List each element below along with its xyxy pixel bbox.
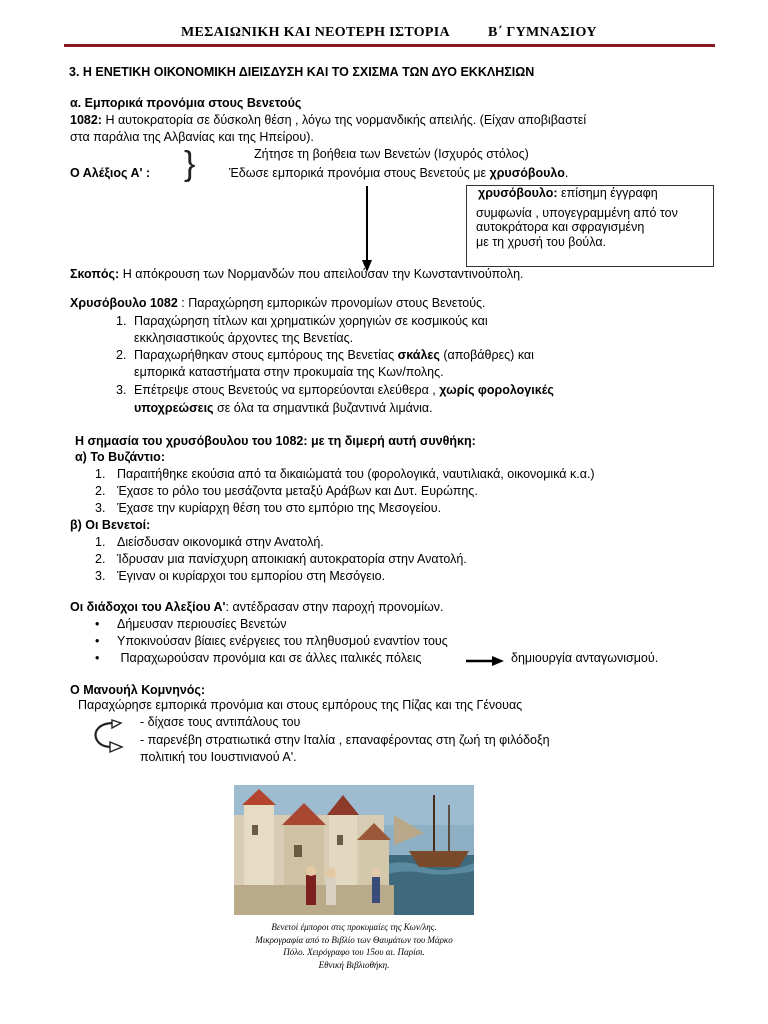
chrysobull-heading: Χρυσόβουλο 1082 : Παραχώρηση εμπορικών προνομίων στους Βενετούς. (70, 296, 486, 310)
header-subject: ΜΕΣΑΙΩΝΙΚΗ ΚΑΙ ΝΕΟΤΕΡΗ ΙΣΤΟΡΙΑ (181, 25, 450, 40)
successors-heading: Οι διάδοχοι του Αλεξίου Α': αντέδρασαν στην παροχή προνομίων. (70, 600, 444, 614)
chrysobull-item-1: 1. Παραχώρηση τίτλων και χρηματικών χορηγιών σε κοσμικούς και (116, 314, 488, 328)
right-arrow-icon (466, 654, 504, 668)
chrysobull-item-2-cont: εμπορικά καταστήματα στην προκυμαία της Κων/πολης. (134, 365, 444, 379)
chrysobull-item-1-cont: εκκλησιαστικούς άρχοντες της Βενετίας. (134, 331, 354, 345)
venetians-item-2: 2. Ίδρυσαν μια πανίσχυρη αποικιακή αυτοκρατορία στην Ανατολή. (95, 552, 467, 566)
curved-arrow-icon (90, 718, 126, 754)
header-grade: Β΄ ΓΥΜΝΑΣΙΟΥ (488, 25, 597, 40)
purpose-line: Σκοπός: Η απόκρουση των Νορμανδών που απειλούσαν την Κωνσταντινούπολη. (70, 267, 524, 281)
caption-line-1: Βενετοί έμποροι στις προκυμαίες της Κων/λης. (271, 922, 437, 932)
alexios-action-2: Έδωσε εμπορικά προνόμια στους Βενετούς με χρυσόβουλο. (229, 166, 569, 180)
caption-line-2: Μικρογραφία από το Βιβλίο των Θαυμάτων του Μάρκο (255, 934, 453, 945)
manuel-heading: Ο Μανουήλ Κομνηνός: (70, 683, 206, 697)
manuel-line3: - παρενέβη στρατιωτικά στην Ιταλία , επαναφέροντας στη ζωή τη φιλόδοξη (140, 733, 550, 747)
section-a-heading: α. Εμπορικά προνόμια στους Βενετούς (70, 96, 302, 110)
definition-line3: αυτοκράτορα και σφραγισμένη (476, 220, 645, 234)
alexios-action-1: Ζήτησε τη βοήθεια των Βενετών (Ισχυρός στόλος) (254, 147, 529, 161)
down-arrow-icon (359, 186, 375, 272)
definition-line2: συμφωνία , υπογεγραμμένη από τον (476, 206, 678, 220)
byzantium-heading: α) Το Βυζάντιο: (75, 450, 165, 464)
definition-line1: χρυσόβουλο: επίσημη έγγραφη (478, 186, 658, 200)
successors-item-3: • Παραχωρούσαν προνόμια και σε άλλες ιταλικές πόλεις (95, 651, 422, 665)
venetians-item-3: 3. Έγιναν οι κυρίαρχοι του εμπορίου στη Μεσόγειο. (95, 569, 386, 583)
figure-caption (234, 921, 474, 971)
byzantium-item-2: 2. Έχασε το ρόλο του μεσάζοντα μεταξύ Αράβων και Δυτ. Ευρώπης. (95, 484, 478, 498)
significance-heading: Η σημασία του χρυσόβουλου του 1082: με τη διμερή αυτή συνθήκη: (75, 434, 476, 448)
section-a-line2: στα παράλια της Αλβανίας και της Ηπείρου). (70, 130, 314, 144)
chrysobull-item-2: 2. Παραχωρήθηκαν στους εμπόρους της Βενετίας σκάλες (αποβάθρες) και (116, 348, 534, 362)
alexios-label: Ο Αλέξιος Α' : (70, 166, 151, 180)
section-a-line1: 1082: Η αυτοκρατορία σε δύσκολη θέση , λόγω της νορμανδικής απειλής. (Είχαν αποβιβαστεί (70, 113, 587, 127)
byzantium-item-1: 1. Παραιτήθηκε εκούσια από τα δικαιώματά του (φορολογικά, ναυτιλιακά, οικονομικά κ.α.) (95, 467, 595, 481)
manuel-line1: Παραχώρησε εμπορικά προνόμια και στους εμπόρους της Πίζας και της Γένουας (78, 698, 523, 712)
venetian-merchants-miniature (234, 785, 474, 915)
successors-item-1: • Δήμευσαν περιουσίες Βενετών (95, 617, 287, 631)
manuel-line2: - δίχασε τους αντιπάλους του (140, 715, 301, 729)
successors-result: δημιουργία ανταγωνισμού. (511, 651, 659, 665)
definition-line4: με τη χρυσή του βούλα. (476, 235, 607, 249)
caption-line-4: Εθνική Βιβλιοθήκη. (318, 959, 390, 970)
brace: } (184, 145, 196, 183)
successors-item-2: • Υποκινούσαν βίαιες ενέργειες του πληθυσμού εναντίον τους (95, 634, 448, 648)
manuel-line4: πολιτική του Ιουστινιανού Α'. (140, 750, 297, 764)
page-title: 3. Η ΕΝΕΤΙΚΗ ΟΙΚΟΝΟΜΙΚΗ ΔΙΕΙΣΔΥΣΗ ΚΑΙ ΤΟ ΣΧΙΣΜΑ ΤΩΝ ΔΥΟ ΕΚΚΛΗΣΙΩΝ (69, 65, 535, 79)
header-rule (64, 44, 715, 47)
byzantium-item-3: 3. Έχασε την κυρίαρχη θέση του στο εμπόριο της Μεσογείου. (95, 501, 442, 515)
caption-line-3: Πόλο. Χειρόγραφο του 15ου αι. Παρίσι. (283, 947, 425, 957)
chrysobull-item-3-cont: υποχρεώσεις σε όλα τα σημαντικά βυζαντινά λιμάνια. (134, 401, 433, 415)
chrysobull-item-3: 3. Επέτρεψε στους Βενετούς να εμπορεύονται ελεύθερα , χωρίς φορολογικές (116, 383, 554, 397)
miniature-image (234, 785, 474, 915)
venetians-heading: β) Οι Βενετοί: (70, 518, 151, 532)
venetians-item-1: 1. Διείσδυσαν οικονομικά στην Ανατολή. (95, 535, 324, 549)
